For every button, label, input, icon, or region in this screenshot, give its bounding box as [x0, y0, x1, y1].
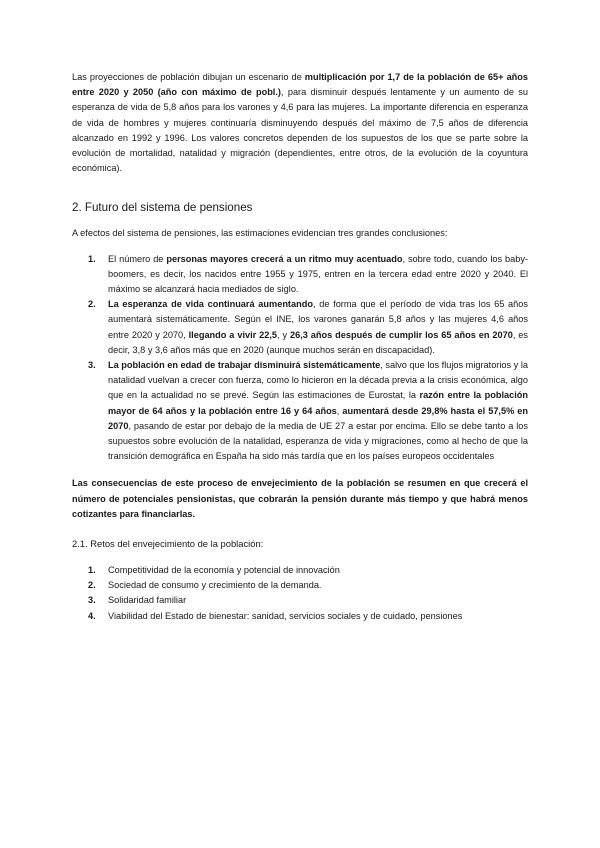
intro-text-1: Las proyecciones de población dibujan un escenario de — [72, 72, 305, 82]
list-text: , — [336, 405, 343, 416]
list-bold: 26,3 años después de cumplir los 65 años en 2070 — [290, 329, 513, 340]
section-2-1-title: 2.1. Retos del envejecimiento de la población: — [72, 538, 264, 550]
list-number: 1. — [88, 565, 96, 576]
list-text: , salvo que los flujos migratorios y la natalidad vuelvan a crecer con fuerza, como lo hicieron en la década previa a la crisis económica, algo que en la actualidad no se prevé. Según las estimaciones de Eurostat, la — [108, 360, 528, 401]
list-number: 3. — [88, 595, 96, 606]
list-text: , pasando de estar por debajo de la media de UE 27 a estar por encima. Ello se debe tanto a los supuestos sobre evolución de la natalidad, esperanza de vida y migraciones, como al hecho de que la transición demográfica en España ha sido más tardía que en los países europeos occidentales — [108, 420, 528, 462]
list-text: , es decir, 3,8 y 3,6 años más que en 2020 (aunque muchos serán en discapacidad). — [108, 329, 528, 355]
list-number: 2. — [88, 580, 96, 591]
section-2-title: 2. Futuro del sistema de pensiones — [72, 201, 253, 215]
list-text: Competitividad de la economía y potencial de innovación — [108, 565, 340, 576]
reto-item — [72, 593, 528, 608]
list-bold: La población en edad de trabajar disminuirá sistemáticamente — [108, 360, 381, 371]
conclusions-list — [72, 252, 528, 465]
list-text: , sobre todo, cuando los baby-boomers, es decir, los nacidos entre 1955 y 1975, entren en la tercera edad entre 2020 y 2040. El máximo se alcanzará hacia mediados de siglo. — [108, 253, 528, 295]
intro-text-2: , para disminuir después lentamente y un aumento de su esperanza de vida de 5,8 años para los varones y 4,6 para las mujeres. La importante diferencia en esperanza de vida de hombres y mujeres continuaría disminuyendo después del máximo de 7,5 años de diferencia alcanzado en 1992 y 1996. Los valores concretos dependen de los supuestos de los que se parte sobre la evolución de mortalidad, natalidad y migración (dependientes, entre otros, de la evolución de la coyuntura económica). — [72, 87, 529, 174]
list-text: Sociedad de consumo y crecimiento de la demanda. — [108, 580, 322, 591]
list-number: 1. — [88, 253, 96, 264]
section-2-lead: A efectos del sistema de pensiones, las estimaciones evidencian tres grandes conclusiones: — [72, 228, 448, 239]
list-text: , y — [277, 329, 291, 340]
retos-list — [72, 563, 528, 624]
list-bold: razón entre la población mayor de 64 años y la población entre 16 y 64 años — [108, 390, 528, 416]
list-number: 4. — [88, 610, 96, 621]
list-text: Viabilidad del Estado de bienestar: sanidad, servicios sociales y de cuidado, pensiones — [108, 610, 463, 621]
list-number: 3. — [88, 360, 96, 371]
reto-item — [72, 563, 528, 578]
document-page — [72, 70, 528, 624]
list-number: 2. — [88, 299, 96, 310]
reto-item — [72, 609, 528, 624]
list-text: Solidaridad familiar — [108, 595, 187, 606]
list-bold: La esperanza de vida continuará aumentando — [108, 299, 313, 310]
consequences-paragraph: Las consecuencias de este proceso de envejecimiento de la población se resumen en que crecerá el número de potenciales pensionistas, que cobrarán la pensión durante más tiempo y que habrá menos cotizantes para financiarlas. — [72, 478, 528, 519]
intro-paragraph — [72, 70, 528, 176]
conclusion-item — [72, 252, 528, 298]
list-bold: llegando a vivir 22,5 — [188, 329, 278, 340]
conclusion-item — [72, 297, 528, 358]
reto-item — [72, 578, 528, 593]
intro-bold-1: multiplicación por 1,7 de la población de 65+ años entre 2020 y 2050 (año con máximo de pobl.) — [72, 72, 529, 98]
list-bold: personas mayores crecerá a un ritmo muy acentuado — [166, 253, 403, 264]
list-text: El número de — [108, 253, 167, 264]
list-text: , de forma que el período de vida tras los 65 años aumentará sistemáticamente. Según el INE, los varones ganarán 5,8 años y las mujeres 4,6 años entre 2020 y 2070, — [108, 299, 528, 340]
list-bold: aumentará desde 29,8% hasta el 57,5% en 2070 — [108, 405, 528, 431]
conclusion-item — [72, 358, 528, 464]
